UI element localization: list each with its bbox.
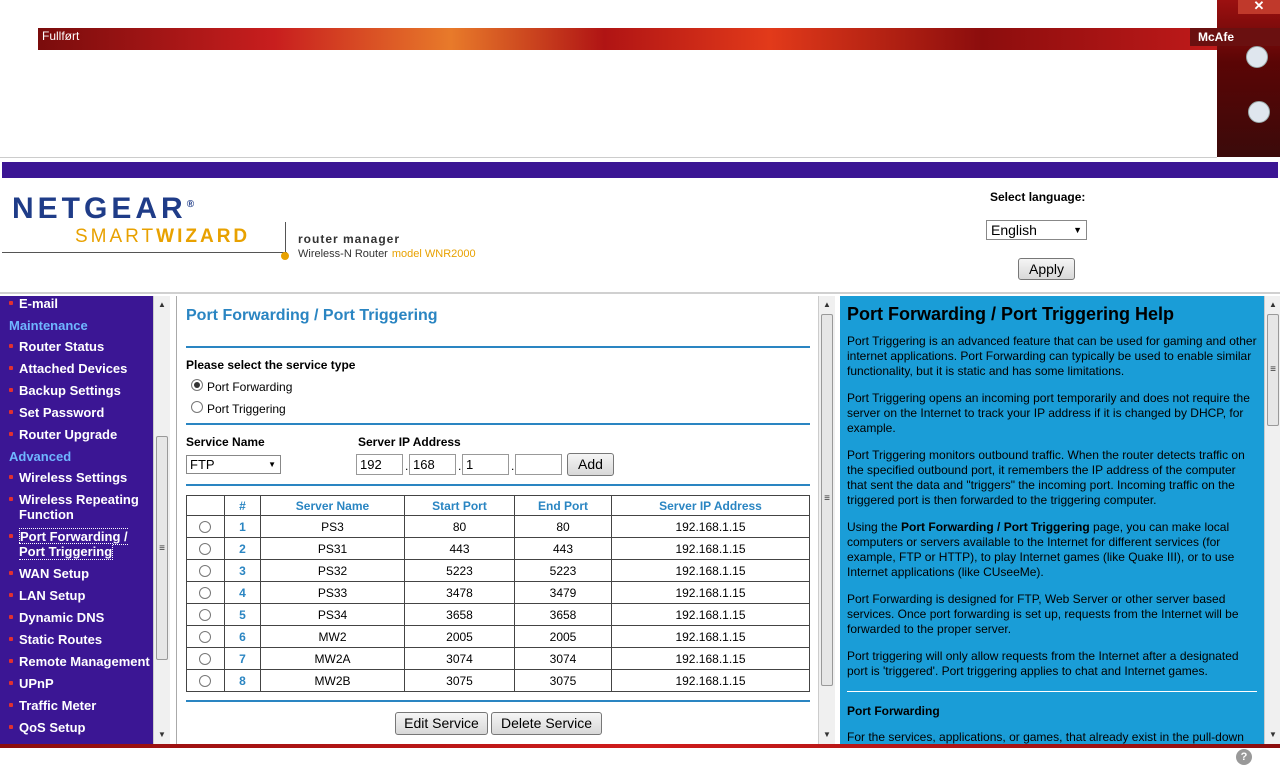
- language-label: Select language:: [990, 190, 1086, 204]
- sidebar-item-wireless-repeating[interactable]: Wireless Repeating Function: [0, 492, 153, 522]
- table-row: [187, 626, 810, 648]
- table-row: [187, 648, 810, 670]
- row-end-port: 80: [515, 516, 612, 538]
- table-row: [187, 516, 810, 538]
- ip-dot: .: [458, 459, 462, 473]
- row-server-ip: 192.168.1.15: [612, 648, 810, 670]
- scroll-down-icon[interactable]: ▼: [823, 730, 831, 739]
- port-forwarding-radio[interactable]: [191, 379, 203, 391]
- row-end-port: 3479: [515, 582, 612, 604]
- section-divider: [186, 484, 810, 486]
- row-server-ip: 192.168.1.15: [612, 604, 810, 626]
- row-number: 4: [225, 582, 261, 604]
- row-start-port: 2005: [405, 626, 515, 648]
- row-start-port: 80: [405, 516, 515, 538]
- row-number: 8: [225, 670, 261, 692]
- row-server-ip: 192.168.1.15: [612, 626, 810, 648]
- row-select-radio[interactable]: [199, 543, 211, 555]
- edit-service-button[interactable]: Edit Service: [395, 712, 488, 735]
- row-server-name: MW2A: [261, 648, 405, 670]
- router-header: [0, 178, 1280, 294]
- sidebar-item-wireless-settings[interactable]: Wireless Settings: [0, 470, 153, 485]
- table-header-row: [187, 496, 810, 516]
- section-divider: [186, 700, 810, 702]
- row-server-ip: 192.168.1.15: [612, 516, 810, 538]
- scroll-up-icon[interactable]: ▲: [158, 300, 166, 309]
- sidebar-item-attached-devices[interactable]: Attached Devices: [0, 361, 153, 376]
- row-server-name: PS33: [261, 582, 405, 604]
- browser-status-label: Fullført: [42, 29, 80, 43]
- logo-divider: [285, 222, 286, 254]
- sidebar-item-dynamic-dns[interactable]: Dynamic DNS: [0, 610, 153, 625]
- toolbar-app-icon[interactable]: [1246, 46, 1268, 68]
- scroll-grip-icon: ≡: [159, 543, 165, 554]
- row-number: 7: [225, 648, 261, 670]
- row-start-port: 3074: [405, 648, 515, 670]
- row-select-radio[interactable]: [199, 587, 211, 599]
- port-forwarding-table: [186, 495, 810, 692]
- table-row: [187, 604, 810, 626]
- header-top-bar: [2, 162, 1278, 178]
- row-server-ip: 192.168.1.15: [612, 560, 810, 582]
- port-forwarding-label: Port Forwarding: [207, 380, 293, 394]
- row-server-ip: 192.168.1.15: [612, 582, 810, 604]
- service-name-select[interactable]: FTP ▼: [186, 455, 281, 474]
- row-server-name: MW2: [261, 626, 405, 648]
- scroll-up-icon[interactable]: ▲: [823, 300, 831, 309]
- row-server-name: PS32: [261, 560, 405, 582]
- browser-side-panel: [1217, 0, 1280, 157]
- column-header-server-name: Server Name: [261, 496, 405, 516]
- scroll-down-icon[interactable]: ▼: [158, 730, 166, 739]
- window-close-button[interactable]: ✕: [1238, 0, 1280, 14]
- help-scrollbar[interactable]: [1264, 296, 1280, 744]
- service-type-label: Please select the service type: [186, 358, 356, 372]
- row-start-port: 3478: [405, 582, 515, 604]
- chevron-down-icon: ▼: [268, 460, 276, 469]
- sidebar-item-qos-setup[interactable]: QoS Setup: [0, 720, 153, 735]
- port-triggering-label: Port Triggering: [207, 402, 286, 416]
- ip-octet-2-input[interactable]: 168: [409, 454, 456, 475]
- sidebar-item-static-routes[interactable]: Static Routes: [0, 632, 153, 647]
- sidebar-item-lan-setup[interactable]: LAN Setup: [0, 588, 153, 603]
- router-model-label: Wireless-N Router model WNR2000: [298, 248, 476, 260]
- help-section-heading: Port Forwarding: [847, 704, 940, 718]
- ip-dot: .: [511, 459, 515, 473]
- main-scrollbar[interactable]: [818, 296, 835, 744]
- row-select-radio[interactable]: [199, 565, 211, 577]
- row-server-ip: 192.168.1.15: [612, 538, 810, 560]
- sidebar-item-set-password[interactable]: Set Password: [0, 405, 153, 420]
- add-service-button[interactable]: Add: [567, 453, 614, 476]
- table-row: [187, 560, 810, 582]
- sidebar-section-maintenance[interactable]: Maintenance: [9, 318, 88, 333]
- column-header-number: #: [225, 496, 261, 516]
- ip-octet-4-input[interactable]: [515, 454, 562, 475]
- logo-dot: [281, 252, 289, 260]
- row-server-ip: 192.168.1.15: [612, 670, 810, 692]
- sidebar-item-traffic-meter[interactable]: Traffic Meter: [0, 698, 153, 713]
- sidebar-item-email[interactable]: E-mail: [0, 296, 153, 311]
- browser-status-bar: [0, 744, 1280, 770]
- language-select[interactable]: English ▼: [986, 220, 1087, 240]
- help-icon[interactable]: ?: [1236, 749, 1252, 765]
- row-start-port: 3658: [405, 604, 515, 626]
- mcafee-toolbar-button[interactable]: McAfe: [1190, 28, 1280, 46]
- column-header-server-ip: Server IP Address: [612, 496, 810, 516]
- help-panel: [840, 296, 1264, 744]
- port-triggering-radio[interactable]: [191, 401, 203, 413]
- scroll-grip-icon: ≡: [1270, 364, 1276, 375]
- row-end-port: 3074: [515, 648, 612, 670]
- sidebar-item-remote-management[interactable]: Remote Management: [0, 654, 153, 669]
- help-paragraph: Port Triggering monitors outbound traffic. When the router detects traffic on the specified outbound port, it remembers the IP address of the computer that sent the data and "triggers" the incoming port. Incoming traffic on the triggered port is then forwarded to the triggering computer.: [847, 448, 1245, 507]
- row-start-port: 5223: [405, 560, 515, 582]
- sidebar-section-advanced[interactable]: Advanced: [9, 449, 72, 464]
- row-end-port: 3658: [515, 604, 612, 626]
- ip-dot: .: [405, 459, 409, 473]
- gear-icon[interactable]: [1248, 101, 1270, 123]
- apply-language-button[interactable]: Apply: [1018, 258, 1075, 280]
- row-select-radio[interactable]: [199, 653, 211, 665]
- scroll-up-icon[interactable]: ▲: [1269, 300, 1277, 309]
- column-header-select: [187, 496, 225, 516]
- row-end-port: 3075: [515, 670, 612, 692]
- column-header-end-port: End Port: [515, 496, 612, 516]
- logo-underline: [2, 252, 287, 253]
- delete-service-button[interactable]: Delete Service: [491, 712, 602, 735]
- row-select-radio[interactable]: [199, 609, 211, 621]
- section-divider: [186, 346, 810, 348]
- status-band: [0, 744, 1280, 748]
- row-server-name: MW2B: [261, 670, 405, 692]
- help-paragraph: For the services, applications, or games, that already exist in the pull-down: [847, 730, 1244, 744]
- browser-toolbar-strip: [38, 28, 1218, 50]
- help-paragraph: Port Triggering opens an incoming port temporarily and does not require the server on the Internet to track your IP address if it is changed by DHCP, for example.: [847, 391, 1250, 435]
- table-row: [187, 670, 810, 692]
- row-end-port: 2005: [515, 626, 612, 648]
- service-name-label: Service Name: [186, 435, 265, 449]
- chrome-divider: [0, 157, 1217, 158]
- browser-chrome: [0, 0, 1280, 160]
- router-manager-label: router manager: [298, 232, 401, 246]
- sidebar-item-backup-settings[interactable]: Backup Settings: [0, 383, 153, 398]
- ip-octet-3-input[interactable]: 1: [462, 454, 509, 475]
- row-number: 5: [225, 604, 261, 626]
- row-end-port: 443: [515, 538, 612, 560]
- row-start-port: 443: [405, 538, 515, 560]
- sidebar-item-port-forwarding[interactable]: Port Forwarding / Port Triggering: [0, 529, 153, 559]
- row-number: 6: [225, 626, 261, 648]
- smartwizard-logo: SMARTWIZARD: [75, 226, 251, 247]
- netgear-logo: NETGEAR®: [12, 192, 199, 225]
- sidebar-item-router-status[interactable]: Router Status: [0, 339, 153, 354]
- row-server-name: PS34: [261, 604, 405, 626]
- help-divider: [847, 691, 1257, 692]
- row-server-name: PS31: [261, 538, 405, 560]
- column-header-start-port: Start Port: [405, 496, 515, 516]
- table-row: [187, 582, 810, 604]
- help-paragraph: Port Forwarding is designed for FTP, Web Server or other server based services. Once port forwarding is set up, requests from the Internet will be forwarded to the proper server.: [847, 592, 1239, 636]
- row-select-radio[interactable]: [199, 631, 211, 643]
- row-start-port: 3075: [405, 670, 515, 692]
- sidebar-nav: [0, 296, 153, 744]
- help-paragraph: Port Triggering is an advanced feature that can be used for gaming and other internet applications. Port Forwarding can typically be used to enable similar functionality, but it is static and has some limitations.: [847, 334, 1257, 378]
- main-content: [176, 296, 818, 744]
- row-select-radio[interactable]: [199, 675, 211, 687]
- sidebar-item-wan-setup[interactable]: WAN Setup: [0, 566, 153, 581]
- ip-octet-1-input[interactable]: 192: [356, 454, 403, 475]
- help-paragraph: Port triggering will only allow requests from the Internet after a designated port is 'triggered'. Port triggering applies to chat and Internet games.: [847, 649, 1239, 678]
- row-end-port: 5223: [515, 560, 612, 582]
- row-number: 1: [225, 516, 261, 538]
- section-divider: [186, 423, 810, 425]
- row-select-radio[interactable]: [199, 521, 211, 533]
- help-title: Port Forwarding / Port Triggering Help: [847, 304, 1175, 324]
- scroll-down-icon[interactable]: ▼: [1269, 730, 1277, 739]
- scroll-grip-icon: ≡: [824, 493, 830, 504]
- chevron-down-icon: ▼: [1073, 225, 1082, 235]
- help-paragraph: Using the Port Forwarding / Port Triggering page, you can make local computers or servers available to the Internet for different services (for example, FTP or HTTP), to play Internet games (like Quake III), or to use Internet applications (like CUseeMe).: [847, 520, 1235, 579]
- row-number: 3: [225, 560, 261, 582]
- page-title: Port Forwarding / Port Triggering: [186, 307, 438, 324]
- table-row: [187, 538, 810, 560]
- sidebar-item-upnp[interactable]: UPnP: [0, 676, 153, 691]
- sidebar-item-router-upgrade[interactable]: Router Upgrade: [0, 427, 153, 442]
- sidebar-scrollbar[interactable]: [153, 296, 170, 744]
- server-ip-label: Server IP Address: [358, 435, 461, 449]
- row-server-name: PS3: [261, 516, 405, 538]
- row-number: 2: [225, 538, 261, 560]
